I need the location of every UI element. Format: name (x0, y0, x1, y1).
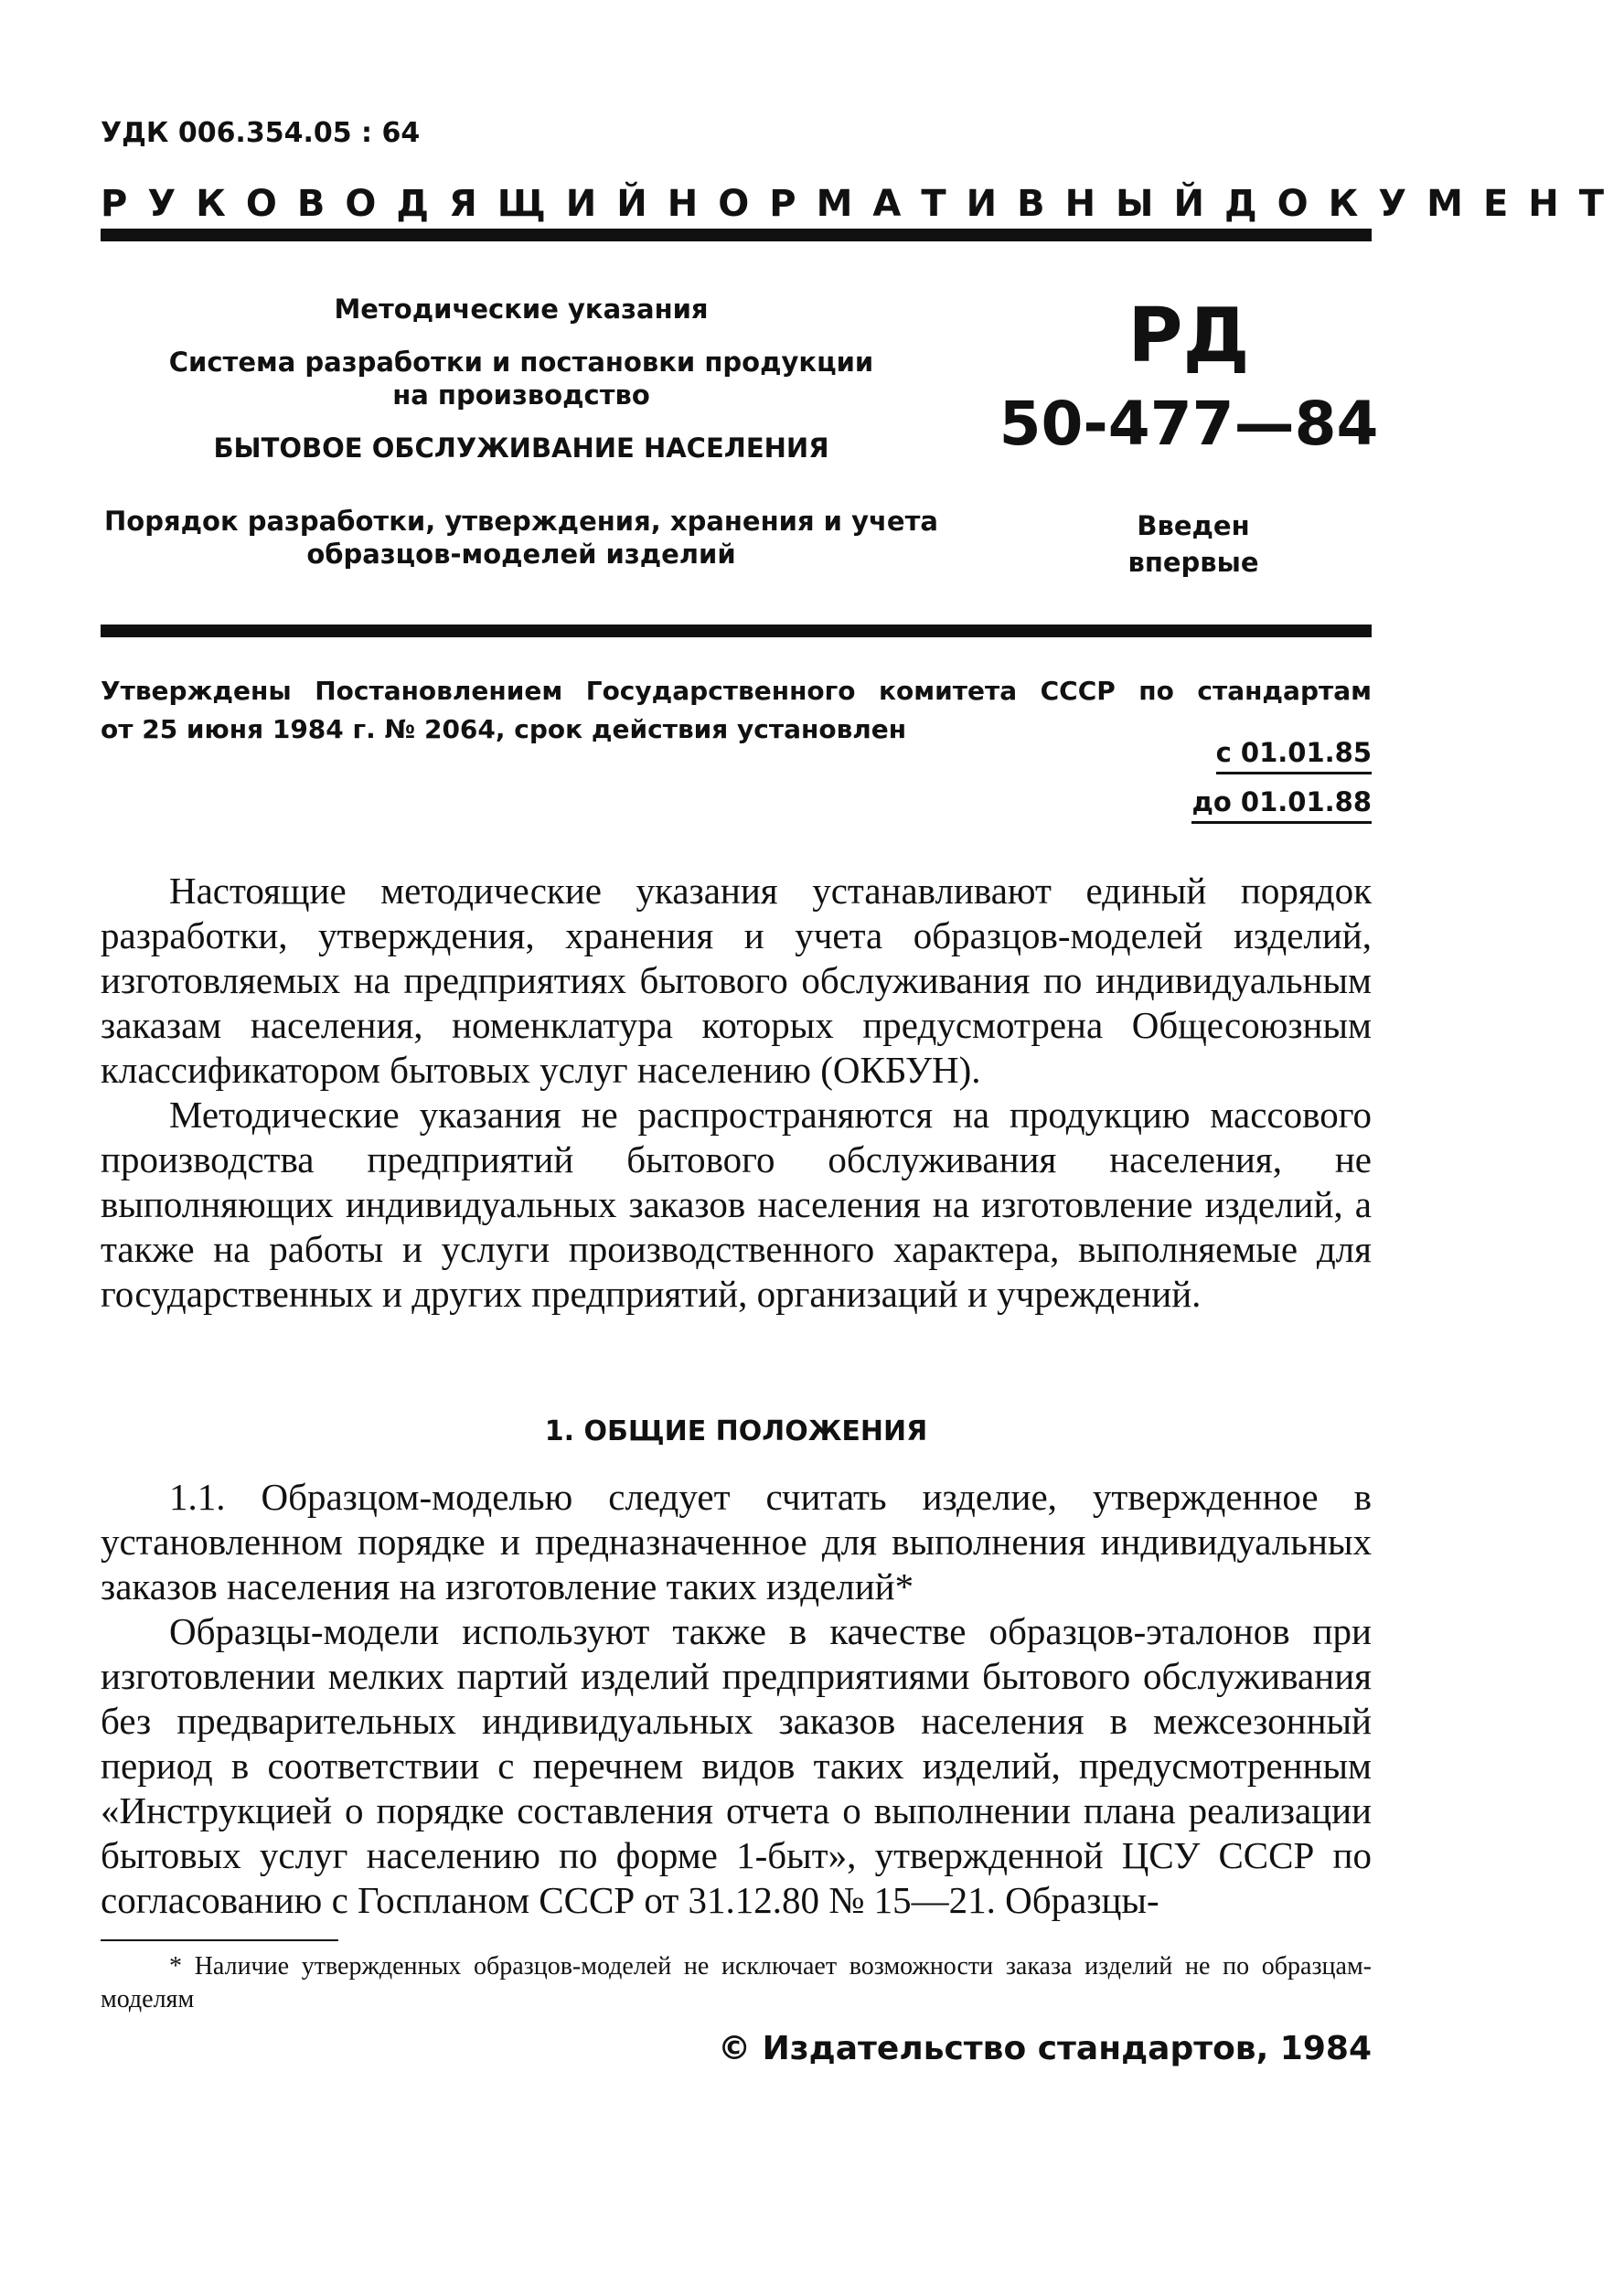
doc-number: 50-477—84 (999, 389, 1379, 459)
title-line-5: Порядок разработки, утверждения, хранения и учета (104, 506, 938, 537)
publisher-copyright: © Издательство стандартов, 1984 (718, 2030, 1372, 2067)
document-title-block (101, 293, 942, 571)
doc-type-word-3: ДОКУМЕНТ (1223, 183, 1624, 225)
footnote-divider (101, 1939, 338, 1941)
title-line-1: Методические указания (334, 294, 709, 325)
doc-status (1070, 507, 1317, 581)
title-line-3: на производство (392, 379, 650, 411)
top-divider (101, 229, 1372, 241)
intro-paragraph-2: Методические указания не распространяются на продукцию массового производства предприятий бытового обслуживания населения, не выполняющих индивидуальных заказов населения на изготовление изделий, а также на работы и услуги производственного характера, выполняемые для государственных и других предприятий, организаций и учреждений. (101, 1094, 1372, 1315)
approval-statement (101, 672, 1372, 749)
section-paragraph-2: Образцы-модели используют также в качестве образцов-эталонов при изготовлении мелких партий изделий предприятиями бытового обслуживания без предварительных индивидуальных заказов населения в межсезонный период в соответствии с перечнем видов таких изделий, предусмотренным «Инструкцией о порядке составления отчета о выполнении плана реализации бытовых услуг населению по форме 1-быт», утвержденной ЦСУ СССР по согласованию с Госпланом СССР от 31.12.80 № 15—21. Образцы- (101, 1610, 1372, 1921)
section-body (101, 1475, 1372, 1923)
header-bottom-divider (101, 625, 1372, 637)
intro-text (101, 869, 1372, 1317)
document-type-banner (101, 183, 1624, 225)
footnote: * Наличие утвержденных образцов-моделей не исключает возможности заказа изделий не по образцам-моделям (101, 1952, 1372, 2013)
valid-to-date: до 01.01.88 (1191, 786, 1372, 824)
title-line-4: БЫТОВОЕ ОБСЛУЖИВАНИЕ НАСЕЛЕНИЯ (213, 432, 829, 464)
intro-paragraph-1: Настоящие методические указания устанавливают единый порядок разработки, утверждения, хранения и учета образцов-моделей изделий, изготовляемых на предприятиях бытового обслуживания по индивидуальным заказам населения, номенклатура которых предусмотрена Общесоюзным классификатором бытовых услуг населению (ОКБУН). (101, 870, 1372, 1091)
doc-code-label: РД (1127, 293, 1250, 379)
doc-type-word-1: РУКОВОДЯЩИЙ (101, 183, 668, 225)
section-title: 1. ОБЩИЕ ПОЛОЖЕНИЯ (544, 1415, 928, 1447)
approval-line-2: от 25 июня 1984 г. № 2064, срок действия установлен (101, 714, 907, 744)
udk-code: УДК 006.354.05 : 64 (101, 117, 421, 149)
status-line-2: впервые (1127, 547, 1259, 578)
title-line-6: образцов-моделей изделий (306, 539, 736, 570)
title-line-2: Система разработки и постановки продукции (168, 347, 874, 378)
approval-line-1: Утверждены Постановлением Государственного комитета СССР по стандартам (101, 676, 1372, 706)
section-paragraph-1: 1.1. Образцом-моделью следует считать изделие, утвержденное в установленном порядке и предназначенное для выполнения индивидуальных заказов населения на изготовление таких изделий* (101, 1476, 1372, 1607)
status-line-1: Введен (1137, 510, 1250, 541)
valid-from-date: с 01.01.85 (1216, 737, 1372, 774)
doc-type-word-2: НОРМАТИВНЫЙ (667, 183, 1224, 225)
